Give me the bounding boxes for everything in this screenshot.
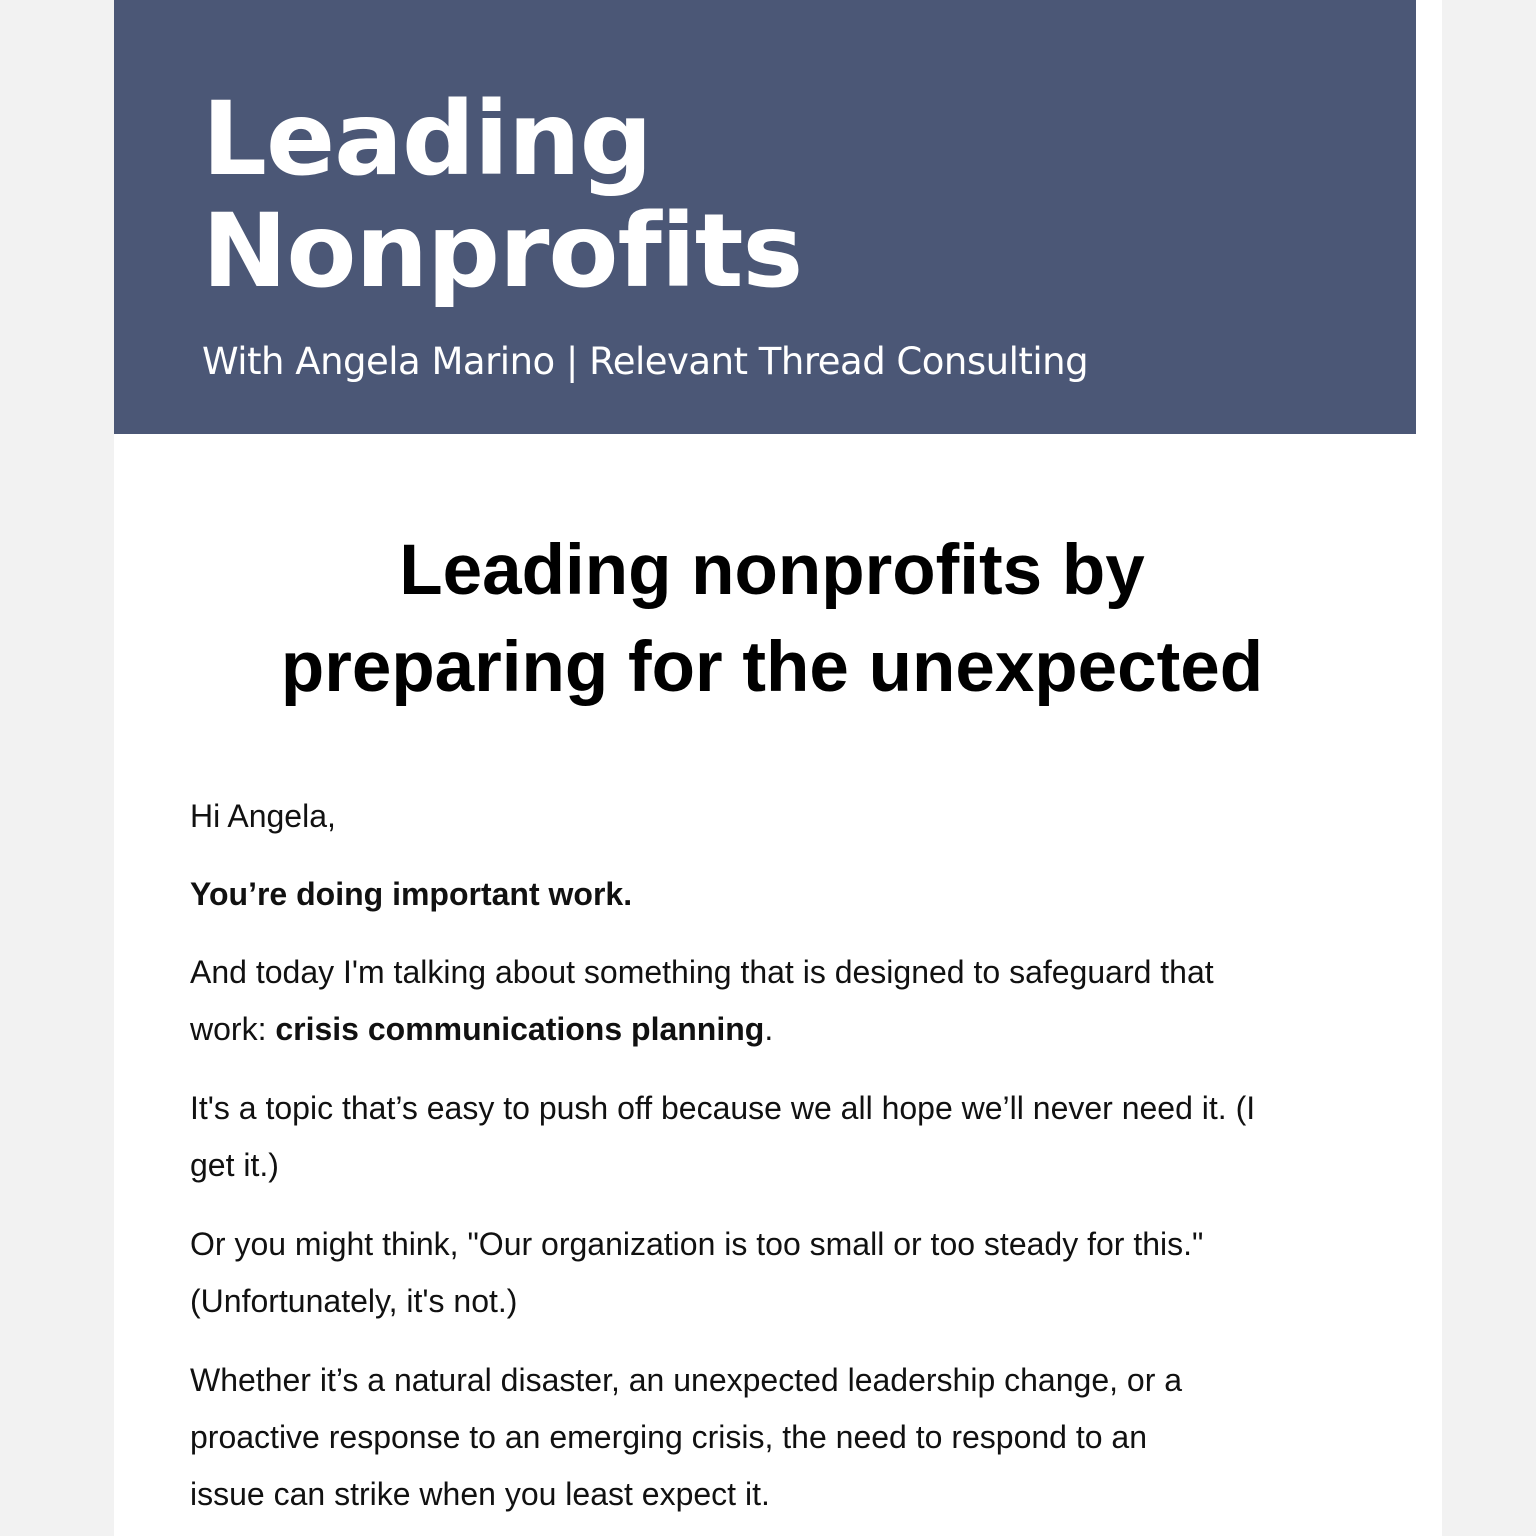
paragraph-2	[190, 1080, 1370, 1194]
paragraph-4-line-1: Whether it’s a natural disaster, an unexpected leadership change, or a	[190, 1362, 1183, 1398]
paragraph-4-line-3: issue can strike when you least expect it.	[190, 1476, 770, 1512]
article-headline	[114, 522, 1430, 716]
paragraph-1	[190, 944, 1370, 1058]
paragraph-2-line-2: get it.)	[190, 1147, 279, 1183]
paragraph-3	[190, 1216, 1370, 1330]
newsletter-brand-title	[202, 80, 803, 311]
lead-sentence: You’re doing important work.	[190, 876, 633, 912]
brand-title-line-1: Leading	[202, 80, 652, 199]
paragraph-1-suffix: .	[764, 1011, 774, 1047]
crisis-planning-emphasis: crisis communications planning	[275, 1011, 765, 1047]
headline-line-1: Leading nonprofits by	[399, 531, 1145, 610]
paragraph-1-line-1: And today I'm talking about something that is designed to safeguard that	[190, 954, 1214, 990]
newsletter-email	[114, 0, 1442, 1536]
paragraph-2-line-1: It's a topic that’s easy to push off because we all hope we’ll never need it. (I	[190, 1090, 1256, 1126]
paragraph-3-line-1: Or you might think, "Our organization is too small or too steady for this."	[190, 1226, 1204, 1262]
headline-line-2: preparing for the unexpected	[280, 628, 1264, 707]
paragraph-4-line-2: proactive response to an emerging crisis, the need to respond to an	[190, 1419, 1148, 1455]
paragraph-1-prefix: work:	[190, 1011, 276, 1047]
article-body	[190, 788, 1370, 1536]
paragraph-1-line-2	[190, 1001, 1370, 1058]
paragraph-4	[190, 1352, 1370, 1523]
greeting: Hi Angela,	[190, 798, 336, 834]
paragraph-3-line-2: (Unfortunately, it's not.)	[190, 1283, 518, 1319]
newsletter-header-banner	[114, 0, 1416, 434]
newsletter-byline: With Angela Marino | Relevant Thread Consulting	[202, 340, 1089, 383]
brand-title-line-2: Nonprofits	[202, 192, 803, 311]
